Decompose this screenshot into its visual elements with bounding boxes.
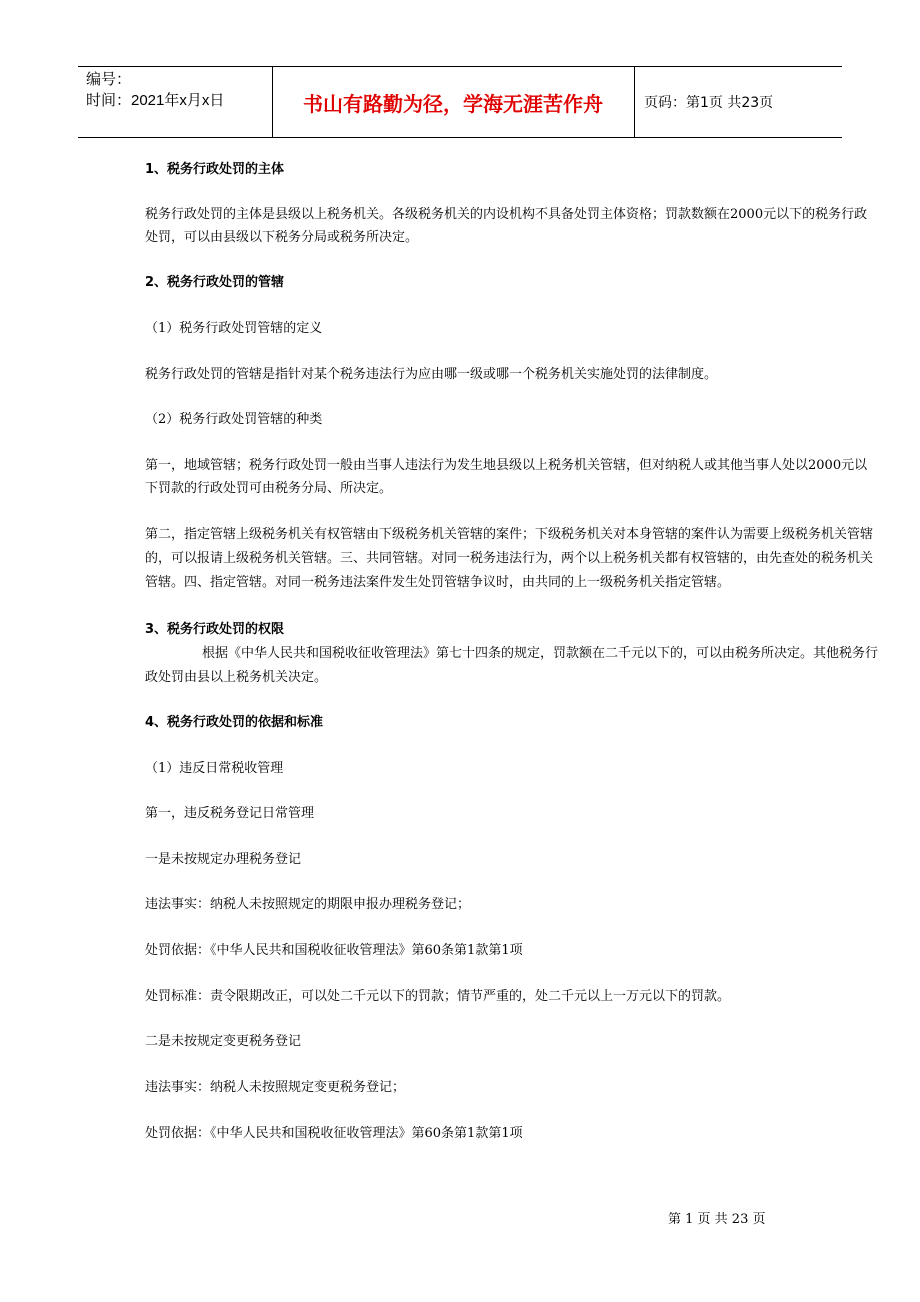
paragraph-line: 违法事实：纳税人未按照规定的期限申报办理税务登记； bbox=[145, 897, 471, 912]
document-header bbox=[78, 66, 842, 138]
paragraph-line: 税务行政处罚的管辖是指针对某个税务违法行为应由哪一级或哪一个税务机关实施处罚的法律制度。 bbox=[145, 367, 718, 382]
paragraph-line: 处罚标准：责令限期改正，可以处二千元以下的罚款；情节严重的，处二千元以上一万元以下的罚款。 bbox=[145, 989, 731, 1004]
section-heading: 4、税务行政处罚的依据和标准 bbox=[145, 715, 324, 730]
paragraph-line: 根据《中华人民共和国税收征收管理法》第七十四条的规定，罚款额在二千元以下的，可以由税务所决定。其他税务行 bbox=[202, 646, 879, 661]
paragraph-line: 一是未按规定办理税务登记 bbox=[145, 852, 302, 867]
header-motto: 书山有路勤为径，学海无涯苦作舟 bbox=[303, 91, 603, 116]
time-label: 时间：2021年x月x日 bbox=[86, 92, 225, 109]
paragraph-line: 税务行政处罚的主体是县级以上税务机关。各级税务机关的内设机构不具备处罚主体资格；罚款数额在2000元以下的税务行政 bbox=[145, 207, 868, 222]
paragraph-line: 第一，违反税务登记日常管理 bbox=[145, 806, 315, 821]
paragraph-line: 下罚款的行政处罚可由税务分局、所决定。 bbox=[145, 481, 393, 496]
paragraph-line: 政处罚由县以上税务机关决定。 bbox=[145, 670, 328, 685]
paragraph-line: （1）违反日常税收管理 bbox=[145, 761, 284, 776]
section-heading: 2、税务行政处罚的管辖 bbox=[145, 275, 285, 290]
paragraph-line: （1）税务行政处罚管辖的定义 bbox=[145, 321, 323, 336]
header-divider bbox=[634, 67, 635, 137]
header-page-info: 页码：第1页 共23页 bbox=[644, 95, 774, 111]
number-label: 编号： bbox=[86, 71, 132, 88]
paragraph-line: 处罚依据：《中华人民共和国税收征收管理法》第60条第1款第1项 bbox=[145, 1126, 523, 1141]
paragraph-line: （2）税务行政处罚管辖的种类 bbox=[145, 412, 323, 427]
paragraph-line: 违法事实：纳税人未按照规定变更税务登记； bbox=[145, 1080, 406, 1095]
paragraph-line: 第一，地域管辖；税务行政处罚一般由当事人违法行为发生地县级以上税务机关管辖，但对纳税人或其他当事人处以2000元以 bbox=[145, 458, 868, 473]
page-footer: 第 1 页 共 23 页 bbox=[668, 1212, 766, 1227]
header-meta bbox=[86, 69, 224, 111]
section-heading: 3、税务行政处罚的权限 bbox=[145, 622, 285, 637]
paragraph-line: 管辖。四、指定管辖。对同一税务违法案件发生处罚管辖争议时，由共同的上一级税务机关指定管辖。 bbox=[145, 575, 731, 590]
section-heading: 1、税务行政处罚的主体 bbox=[145, 162, 285, 177]
paragraph-line: 处罚，可以由县级以下税务分局或税务所决定。 bbox=[145, 230, 419, 245]
paragraph-line: 第二，指定管辖上级税务机关有权管辖由下级税务机关管辖的案件；下级税务机关对本身管辖的案件认为需要上级税务机关管辖 bbox=[145, 527, 874, 542]
paragraph-line: 二是未按规定变更税务登记 bbox=[145, 1034, 302, 1049]
paragraph-line: 的，可以报请上级税务机关管辖。三、共同管辖。对同一税务违法行为，两个以上税务机关都有权管辖的，由先查处的税务机关 bbox=[145, 551, 874, 566]
paragraph-line: 处罚依据：《中华人民共和国税收征收管理法》第60条第1款第1项 bbox=[145, 943, 523, 958]
